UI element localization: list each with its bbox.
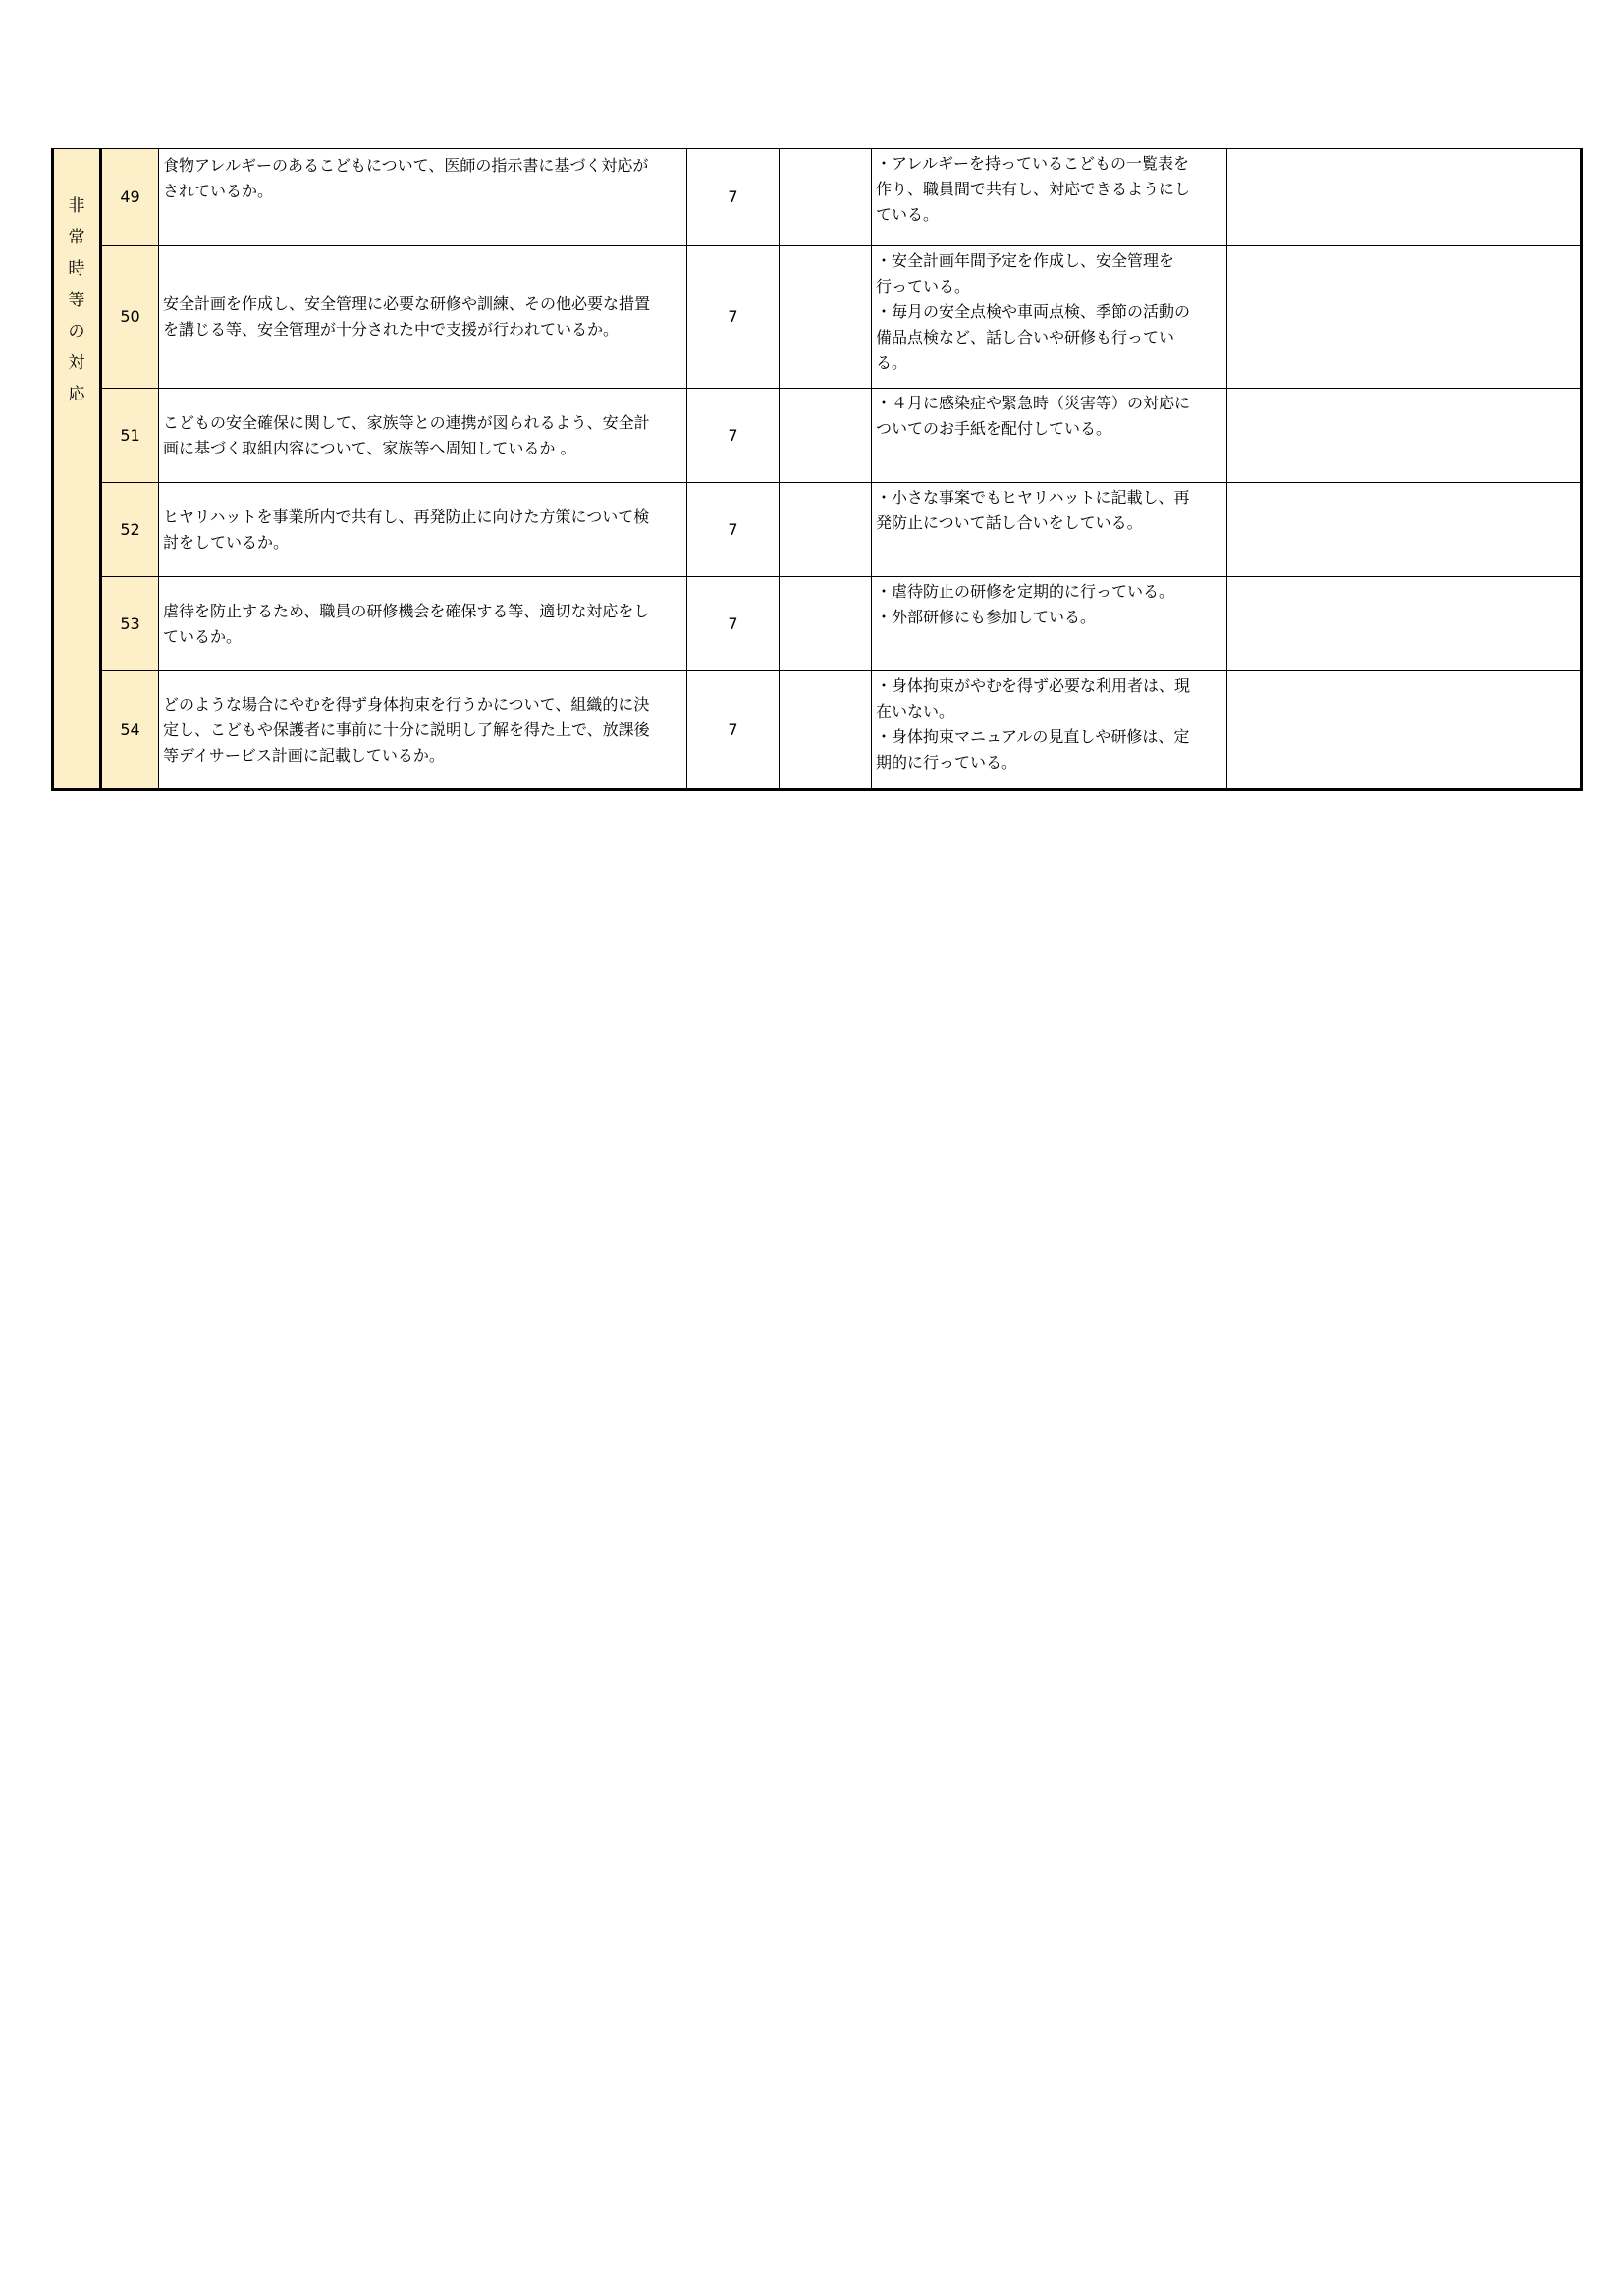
question-line: 安全計画を作成し、安全管理に必要な研修や訓練、その他必要な措置 (163, 294, 651, 313)
comment-line: ・４月に感染症や緊急時（災害等）の対応に (876, 394, 1191, 412)
comment-line: 発防止について話し合いをしている。 (876, 513, 1143, 532)
question-text (159, 149, 687, 246)
question-text (159, 246, 687, 389)
comment-line: ついてのお手紙を配付している。 (876, 419, 1112, 438)
comment-line: ・毎月の安全点検や車両点検、季節の活動の (876, 302, 1191, 321)
no-count (780, 246, 872, 389)
category-char: 常 (68, 228, 85, 247)
no-count (780, 671, 872, 790)
yes-count: 7 (687, 246, 780, 389)
comment-line: ている。 (876, 205, 940, 224)
comment-text (872, 246, 1227, 389)
no-count (780, 483, 872, 577)
note-cell (1227, 246, 1582, 389)
comment-text (872, 577, 1227, 671)
note-cell (1227, 577, 1582, 671)
item-number: 50 (101, 246, 159, 389)
comment-text (872, 483, 1227, 577)
question-line: を講じる等、安全管理が十分された中で支援が行われているか。 (163, 320, 620, 339)
question-line: こどもの安全確保に関して、家族等との連携が図られるよう、安全計 (163, 412, 650, 432)
question-line: 虐待を防止するため、職員の研修機会を確保する等、適切な対応をし (163, 601, 650, 620)
comment-line: 作り、職員間で共有し、対応できるようにし (876, 180, 1191, 198)
comment-text (872, 671, 1227, 790)
item-number: 49 (101, 149, 159, 246)
comment-line: 在いない。 (876, 702, 955, 721)
note-cell (1227, 483, 1582, 577)
comment-line: 行っている。 (876, 277, 971, 295)
comment-line: 備品点検など、話し合いや研修も行ってい (876, 328, 1175, 347)
category-char: の (68, 322, 85, 342)
question-line: 食物アレルギーのあるこどもについて、医師の指示書に基づく対応が (163, 156, 649, 175)
category-char: 時 (68, 259, 85, 279)
question-line: どのような場合にやむを得ず身体拘束を行うかについて、組織的に決 (163, 694, 650, 714)
item-number: 53 (101, 577, 159, 671)
category-cell (53, 149, 101, 790)
comment-line: ・身体拘束がやむを得ず必要な利用者は、現 (876, 676, 1191, 695)
yes-count: 7 (687, 483, 780, 577)
comment-line: ・身体拘束マニュアルの見直しや研修は、定 (876, 727, 1190, 746)
comment-line: る。 (876, 353, 908, 372)
question-line: 画に基づく取組内容について、家族等へ周知しているか 。 (163, 438, 576, 457)
question-line: 等デイサービス計画に記載しているか。 (163, 745, 445, 765)
comment-line: ・安全計画年間予定を作成し、安全管理を (876, 251, 1175, 270)
no-count (780, 149, 872, 246)
question-text (159, 483, 687, 577)
note-cell (1227, 671, 1582, 790)
table-row (53, 671, 1582, 790)
category-char: 応 (68, 385, 85, 404)
evaluation-table (51, 148, 1583, 791)
comment-line: ・外部研修にも参加している。 (876, 608, 1097, 626)
table-row (53, 246, 1582, 389)
yes-count: 7 (687, 149, 780, 246)
question-line: ヒヤリハットを事業所内で共有し、再発防止に向けた方策について検 (163, 507, 650, 526)
no-count (780, 577, 872, 671)
question-line: 討をしているか。 (163, 532, 290, 552)
item-number: 51 (101, 389, 159, 483)
table-row (53, 389, 1582, 483)
question-line: 定し、こどもや保護者に事前に十分に説明し了解を得た上で、放課後 (163, 720, 650, 739)
comment-text (872, 389, 1227, 483)
category-label (54, 149, 99, 410)
item-number: 52 (101, 483, 159, 577)
question-text (159, 389, 687, 483)
yes-count: 7 (687, 671, 780, 790)
comment-line: ・アレルギーを持っているこどもの一覧表を (876, 154, 1189, 173)
category-char: 等 (68, 291, 85, 310)
note-cell (1227, 149, 1582, 246)
table-row (53, 149, 1582, 246)
question-text (159, 577, 687, 671)
table-row (53, 577, 1582, 671)
item-number: 54 (101, 671, 159, 790)
yes-count: 7 (687, 389, 780, 483)
table-row (53, 483, 1582, 577)
comment-line: ・小さな事案でもヒヤリハットに記載し、再 (876, 488, 1190, 507)
category-char: 非 (68, 196, 85, 216)
question-line: されているか。 (163, 182, 274, 200)
comment-line: 期的に行っている。 (876, 753, 1018, 772)
comment-text (872, 149, 1227, 246)
note-cell (1227, 389, 1582, 483)
question-line: ているか。 (163, 626, 243, 646)
question-text (159, 671, 687, 790)
yes-count: 7 (687, 577, 780, 671)
no-count (780, 389, 872, 483)
category-char: 対 (68, 353, 85, 373)
comment-line: ・虐待防止の研修を定期的に行っている。 (876, 582, 1175, 601)
